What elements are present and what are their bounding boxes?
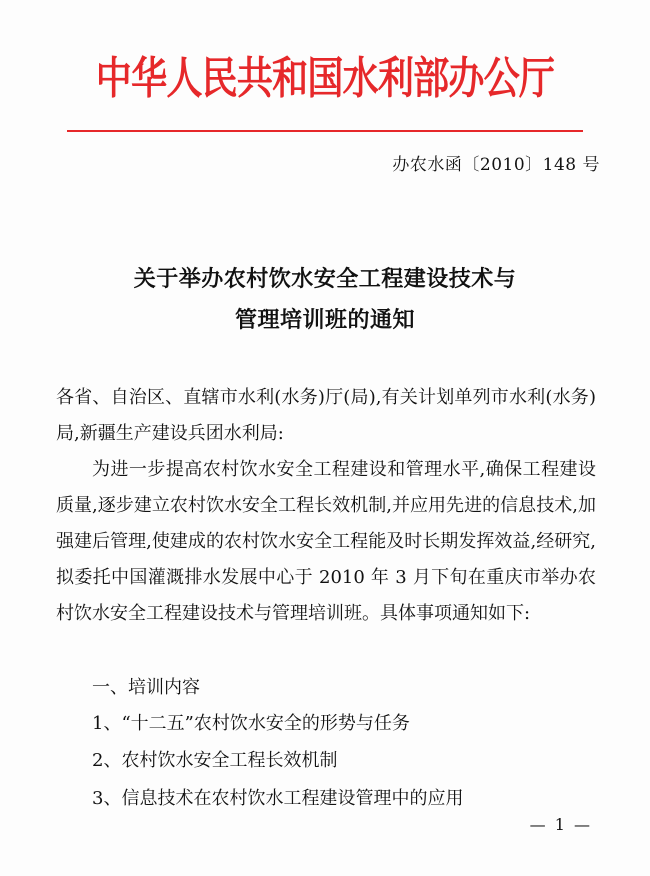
- issuing-organization-header: 中华人民共和国水利部办公厅: [95, 53, 555, 104]
- document-number: 办农水函〔2010〕148 号: [392, 155, 600, 175]
- document-title-line-1: 关于举办农村饮水安全工程建设技术与: [133, 266, 517, 292]
- body-paragraph: 为进一步提高农村饮水安全工程建设和管理水平,确保工程建设质量,逐步建立农村饮水安全工程长效机制,并应用先进的信息技术,加强建后管理,使建成的农村饮水安全工程能及时长期发挥效益,经研究,拟委托中国灌溉排水发展中心于 2010 年 3 月下旬在重庆市举办农村饮水安全工程建设技术与管理培训班。具体事项通知如下:: [56, 459, 596, 624]
- salutation-paragraph: 各省、自治区、直辖市水利(水务)厅(局),有关计划单列市水利(水务)局,新疆生产建设兵团水利局:: [56, 387, 596, 444]
- page-number: — 1 —: [529, 815, 592, 834]
- list-item: 2、农村饮水安全工程长效机制: [92, 750, 338, 771]
- list-item: 1、“十二五”农村饮水安全的形势与任务: [92, 713, 410, 734]
- document-title-line-2: 管理培训班的通知: [234, 307, 415, 333]
- list-item: 3、信息技术在农村饮水工程建设管理中的应用: [92, 788, 464, 809]
- section-heading: 一、培训内容: [92, 677, 200, 698]
- red-header-divider: [67, 130, 583, 132]
